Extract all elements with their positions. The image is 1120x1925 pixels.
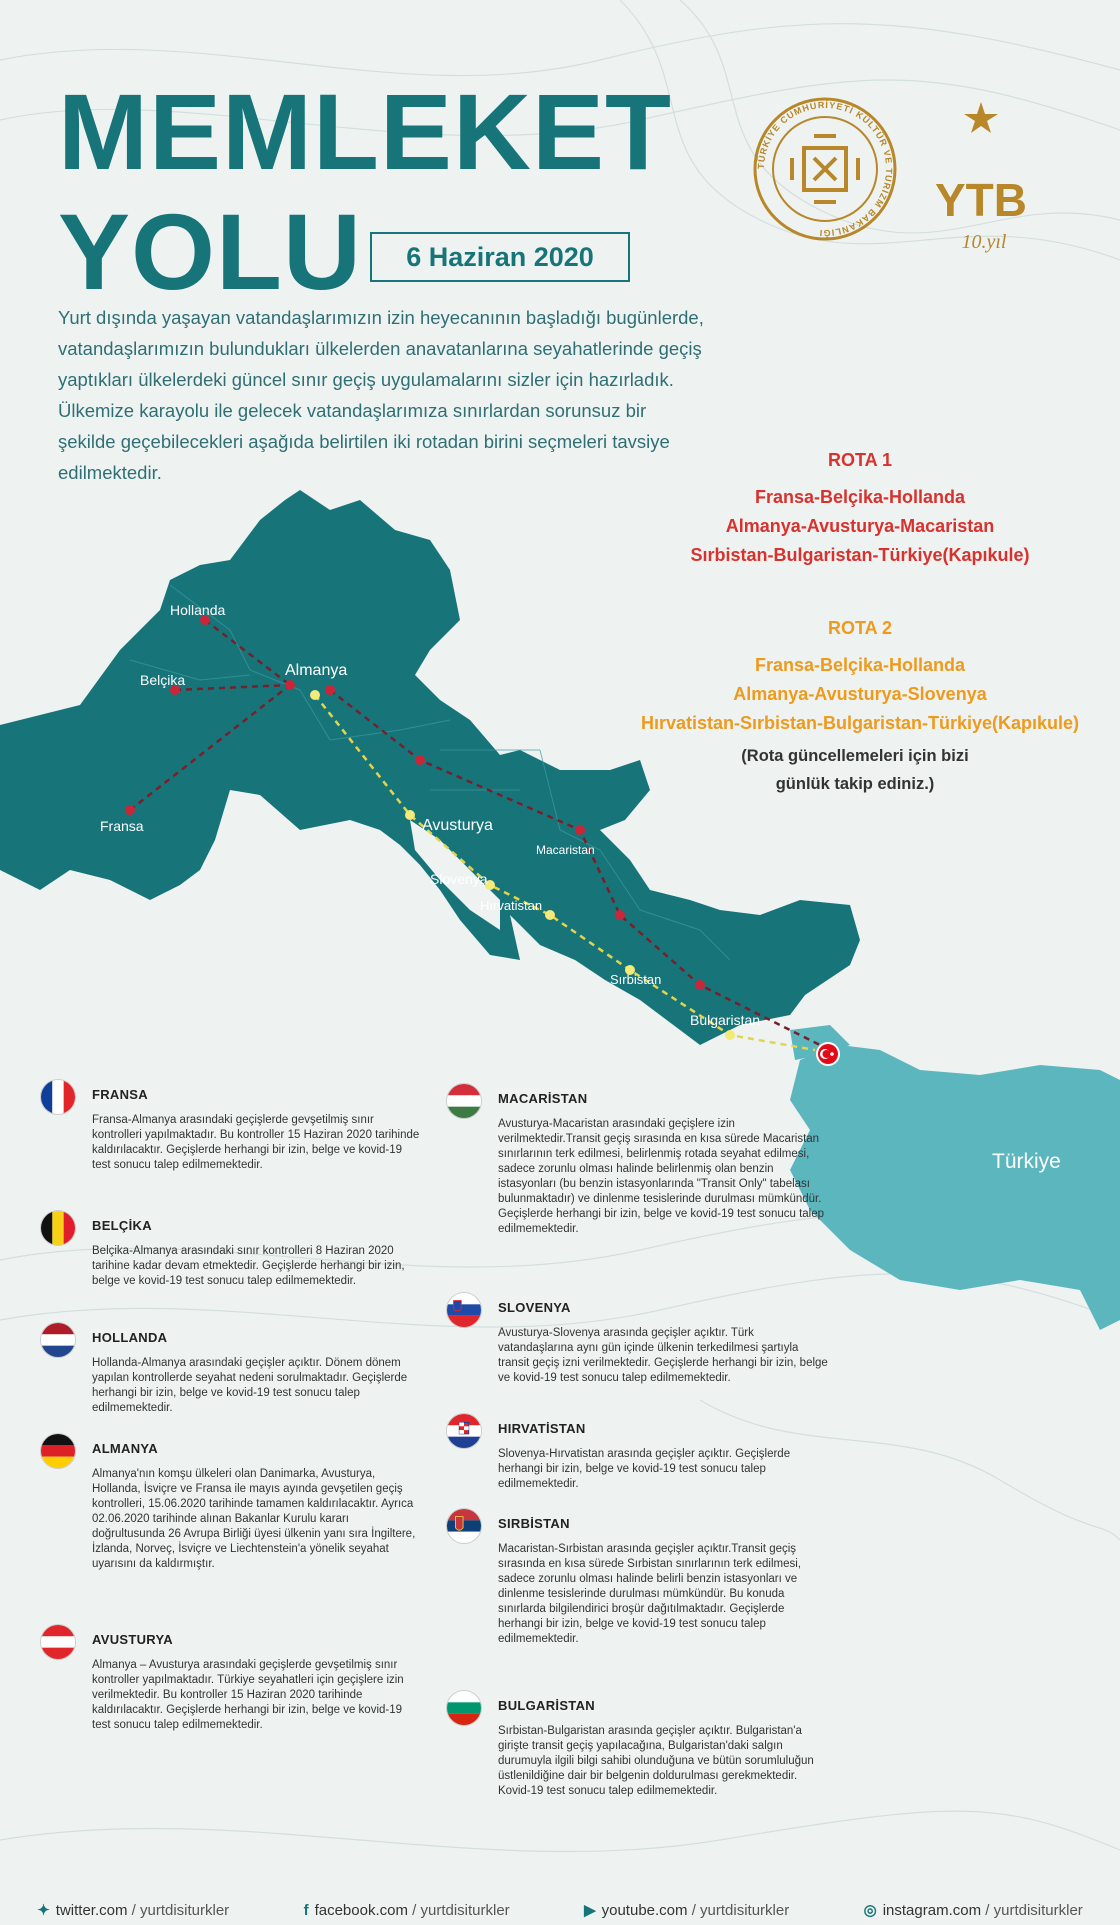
ytb-logo [926,98,1036,268]
country-fransa [40,1079,460,1189]
country-name: SLOVENYA [498,1300,571,1315]
country-name: AVUSTURYA [92,1632,173,1647]
youtube-link[interactable]: ▶ youtube.com / yurtdisiturkler [584,1902,790,1919]
serbia-flag-icon [446,1508,482,1544]
netherlands-flag-icon [40,1322,76,1358]
hungary-flag-icon [446,1083,482,1119]
country-description: Hollanda-Almanya arasındaki geçişler açıktır. Dönem dönem yapılan kontrollerde seyahat nedeni sorulmaktadır. Geçişlerde herhangi bir izin, belge ve kovid-19 test sonucu talep edilmemektedir. [92,1357,408,1414]
map-label-belcika: Belçika [140,672,186,688]
country-description: Almanya'nın komşu ülkeleri olan Danimarka, Avusturya, Hollanda, İsviçre ve Fransa ile mayıs ayında gevşetilen geçiş kontrolleri, 15.06.2020 tarihinde tamamen kaldırılacaktır. Ayrıca 02.06.2020 tarihinde alınan Bakanlar Kurulu kararı doğrultusunda 26 Avrupa Birliği üyesi ülkenin yanı sıra İngiltere, İzlanda, Norveç, İsviçre ve Liechtenstein'a yönelik seyahat uyarısını da kaldırmıştır. [92,1468,416,1570]
country-slovenya [446,1292,866,1402]
country-description: Slovenya-Hırvatistan arasında geçişler açıktır. Geçişlerde herhangi bir izin, belge ve kovid-19 test sonucu talep edilmemektedir. [498,1448,791,1490]
country-avusturya [40,1624,460,1744]
country-hirvatistan [446,1413,866,1503]
country-description: Belçika-Almanya arasındaki sınır kontrolleri 8 Haziran 2020 tarihine kadar devam etmektedir. Geçişlerde herhangi bir izin, belge ve kovid-19 test sonucu talep edilmemektedir. [92,1245,405,1287]
country-name: HIRVATİSTAN [498,1421,586,1436]
map-label-almanya: Almanya [285,662,348,679]
svg-text:10.yıl: 10.yıl [961,231,1007,253]
country-almanya [40,1433,460,1613]
map-label-slovenya: Slovenya [430,871,488,887]
map-western-europe [0,490,860,1045]
rota-1-line2: Almanya-Avusturya-Macaristan [725,516,995,536]
update-note-line2: günlük takip ediniz.) [775,775,935,793]
map-label-fransa: Fransa [100,818,144,834]
map-label-bulgaristan: Bulgaristan [690,1012,761,1028]
france-flag-icon [40,1079,76,1115]
svg-text:YTB: YTB [935,174,1027,226]
croatia-flag-icon [446,1413,482,1449]
instagram-link[interactable]: ◎ instagram.com / yurtdisiturkler [863,1902,1083,1919]
germany-flag-icon [40,1433,76,1469]
slovenia-flag-icon [446,1292,482,1328]
update-note-line1: (Rota güncellemeleri için bizi [741,747,969,765]
twitter-icon: ✦ [37,1902,50,1919]
rota-2-title: ROTA 2 [827,618,892,638]
country-name: MACARİSTAN [498,1091,588,1106]
rota-1-line3: Sırbistan-Bulgaristan-Türkiye(Kapıkule) [690,545,1030,565]
country-name: BULGARİSTAN [498,1698,595,1713]
svg-text:TÜRKİYE CUMHURİYETİ KÜLTÜR VE: TÜRKİYE CUMHURİYETİ KÜLTÜR VE TURİZM BAKANLIĞI [755,99,895,239]
ministry-seal-logo [752,96,898,242]
country-sirbistan [446,1508,866,1678]
facebook-link[interactable]: f facebook.com / yurtdisiturkler [303,1901,510,1919]
country-name: HOLLANDA [92,1330,168,1345]
country-name: SIRBİSTAN [498,1516,570,1531]
map-label-avusturya: Avusturya [422,817,493,834]
bulgaria-flag-icon [446,1690,482,1726]
date-badge: 6 Haziran 2020 [370,232,630,282]
intro-text [58,302,708,488]
instagram-icon: ◎ [863,1902,877,1919]
rota-2-line1: Fransa-Belçika-Hollanda [754,655,966,675]
map-label-hirvatistan: Hırvatistan [480,898,543,913]
country-description: Avusturya-Macaristan arasındaki geçişlere izin verilmektedir.Transit geçiş sırasında en kısa sürede Macaristan sınırlarının terk edilmesi, belirlenmiş rotada seyahat edilmesi, sadece zorunlu olması halinde belirlenmiş olan benzin istasyonları (bu benzin istasyonlarında "Transit Only" tabelası bulunmaktadır) ve dinlenme tesislerinde durulması mümkündür. Geçişlerde herhangi bir izin, belge ve kovid-19 test sonucu talep edilmemektedir. [498,1118,825,1235]
country-belcika [40,1210,460,1310]
rota-1-line1: Fransa-Belçika-Hollanda [754,487,966,507]
map-label-sirbistan: Sırbistan [610,972,662,987]
facebook-icon: f [303,1901,309,1919]
youtube-icon: ▶ [584,1902,596,1919]
rota-1-title: ROTA 1 [827,450,892,470]
country-bulgaristan [446,1690,866,1840]
map-label-macaristan: Macaristan [536,843,595,857]
page-title-line2: YOLU [58,191,363,312]
country-description: Almanya – Avusturya arasındaki geçişlerde gevşetilmiş sınır kontroller yapılmaktadır. Türkiye seyahatleri için geçişlere izin verilmektedir. Bu kontroller 15 Haziran 2020 tarihinde kaldırılacaktır. Geçişlerde herhangi bir izin, belge ve kovid-19 test sonucu talep edilmemektedir. [92,1659,404,1731]
social-footer [0,1895,1120,1925]
country-macaristan [446,1083,866,1283]
country-description: Fransa-Almanya arasındaki geçişlerde gevşetilmiş sınır kontrolleri yapılmaktadır. Bu kontroller 15 Haziran 2020 tarihinde kaldırılacaktır. Geçişlerde herhangi bir izin, belge ve kovid-19 test sonucu talep edilmemektedir. [92,1114,420,1171]
rota-2-line2: Almanya-Avusturya-Slovenya [733,684,987,704]
rota-2-line3: Hırvatistan-Sırbistan-Bulgaristan-Türkiye(Kapıkule) [640,713,1080,733]
country-name: FRANSA [92,1087,148,1102]
intro-paragraph-1: Yurt dışında yaşayan vatandaşlarımızın izin heyecanının başladığı bugünlerde, vatandaşlarımızın bulundukları ülkelerden anavatanlarına seyahatlerinde geçiş yaptıkları ülkelerdeki güncel sınır geçiş uygulamalarını sizler için hazırladık. [58,307,704,390]
country-hollanda [40,1322,460,1432]
map-label-turkiye: Türkiye [992,1150,1061,1173]
turkey-flag-marker [816,1042,840,1066]
map-label-hollanda: Hollanda [170,602,226,618]
country-description: Avusturya-Slovenya arasında geçişler açıktır. Türk vatandaşlarına aynı gün içinde ülkenin terkedilmesi şartıyla transit geçiş izni verilmektedir. Geçişlerde herhangi bir izin, belge ve kovid-19 test sonucu talep edilmemektedir. [498,1327,828,1384]
austria-flag-icon [40,1624,76,1660]
country-description: Macaristan-Sırbistan arasında geçişler açıktır.Transit geçiş sırasında en kısa sürede Sırbistan sınırlarının terk edilmesi, sadece zorunlu olması halinde belirli benzin istasyonları ve dinlenme tesislerinde durulması mümkündür. Bu konuda sınırlarda bilgilendirici broşür dağıtılmaktadır. Geçişlerde herhangi bir izin, belge ve kovid-19 test sonucu talep edilmemektedir. [498,1543,801,1645]
page-title-line1: MEMLEKET [58,71,672,192]
country-description: Sırbistan-Bulgaristan arasında geçişler açıktır. Bulgaristan'a girişte transit geçiş yapılacağına, Bulgaristan'daki salgın durumuyla ilgili bilgi sahibi olunduğuna ve bütün sorumluluğun üstlenildiğine dair bir belgenin doldurulması gerekmektedir. Kovid-19 test sonucu talep edilmemektedir. [498,1725,814,1797]
belgium-flag-icon [40,1210,76,1246]
country-name: BELÇİKA [92,1218,152,1233]
twitter-link[interactable]: ✦ twitter.com / yurtdisiturkler [37,1902,230,1919]
intro-paragraph-2: Ülkemize karayolu ile gelecek vatandaşlarımıza sınırlardan sorunsuz bir şekilde geçebilecekleri aşağıda belirtilen iki rotadan birini seçmeleri tavsiye edilmektedir. [58,400,670,483]
country-name: ALMANYA [92,1441,158,1456]
